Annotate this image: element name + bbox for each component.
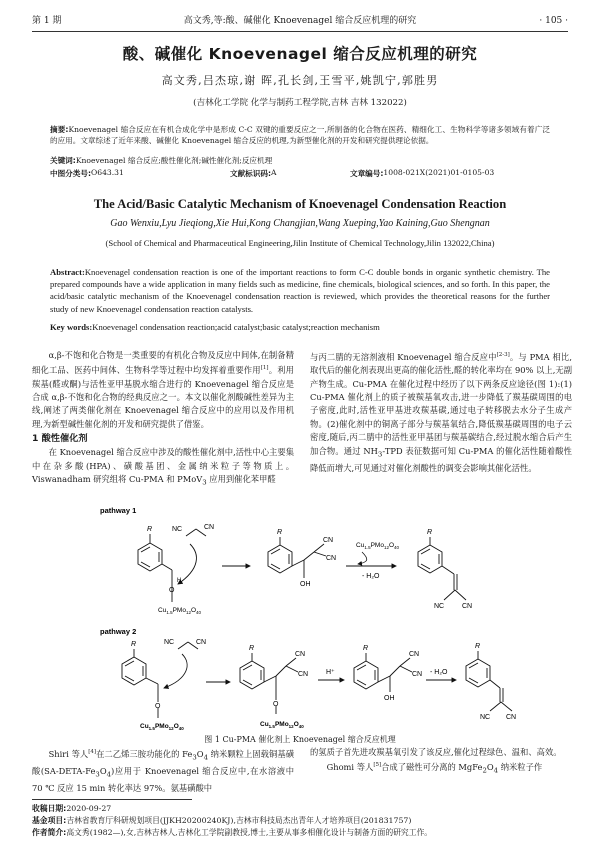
ghomi-sub-2: 4 (493, 766, 499, 775)
shiri-text-c: 纳米颗粒上固载铜基磺酸(SA-DETA-Fe (32, 748, 294, 776)
cn-group-9: CN (412, 671, 423, 678)
ghomi-mid: O (486, 762, 494, 773)
mechanism-text-b: 。与 PMA 相比,取代后的催化剂表现出更高的催化活性,醛的转化率均在 90% 以上,无副产物生成。Cu-PMA 在催化过程中经历了以下两条反应途径(图 1):(1) Cu-PMA 催化剂上的质子被羰基氧攻击,进一步降低了羰基碳周围的电子密度,此时,活性亚甲基进攻羰基碳,通过电子转移脱去水分子生成产物。(2)催化剂中的铜离子部分与羰基氧结合,降低羰基碳周围的电子云密度,随后,丙二腈中的活性亚甲基团与羰基碳结合,经过脱水缩合后产生加合物。通过 NH (310, 351, 572, 456)
oxygen-2: O (155, 703, 161, 710)
shiri-sub-4: 4 (106, 770, 112, 779)
r-group-7: R (475, 643, 481, 650)
body-right-column-lower (310, 746, 572, 778)
proton-h-1: H (177, 578, 182, 584)
fund-info (32, 815, 568, 827)
cn-group-2: CN (323, 537, 334, 544)
received-label: 收稿日期: (32, 804, 67, 813)
footnotes (32, 803, 568, 840)
cn-group-3: CN (326, 555, 337, 562)
fund-label: 基金项目: (32, 816, 67, 826)
shiri-text-b: 在二乙烯三胺功能化的 Fe (96, 748, 193, 759)
figure-caption: 图 1 Cu-PMA 催化剂上 Knoevenagel 缩合反应机理 (204, 735, 396, 744)
chinese-title: 酸、碱催化 Knoevenagel 缩合反应机理的研究 (122, 45, 478, 63)
received-value: 2020-09-27 (66, 804, 112, 813)
catalyst-label-3: $Cu_{1.5}PMo_{12}O_{40}$ (140, 723, 184, 731)
shiri-continuation: 的氢质子首先进攻羰基氧引发了该反应,催化过程绿色、温和、高效。 (310, 747, 562, 757)
classification-line (50, 168, 550, 179)
author-bio-label: 作者简介: (32, 828, 67, 838)
clc-number (50, 168, 124, 179)
chinese-keywords (50, 155, 550, 166)
catalyst-label-1: $Cu_{1.5}PMo_{12}O_{40}$ (158, 607, 202, 615)
chinese-abstract-text: Knoevenagel 缩合反应在有机合成化学中是形成 C-C 双键的重要反应之一,所制备的化合物在医药、精细化工、生物科学等诸多领域有着广泛的应用。文章综述了近年来酸、碱催化 Knoevenagel 缩合反应的机理,为新型催化剂的开发和研究提供理论依据。 (50, 125, 550, 146)
body-right-column (310, 349, 572, 475)
chinese-affiliation: (吉林化工学院 化学与制药工程学院,吉林 吉林 132022) (193, 98, 407, 108)
shiri-paragraph (32, 746, 294, 795)
received-date (32, 803, 568, 815)
oxygen-1: O (169, 587, 175, 594)
chinese-keywords-text: Knoevenagel 缩合反应;酸性催化剂;碱性催化剂;反应机理 (75, 156, 273, 165)
chinese-abstract-label: 摘要: (50, 125, 69, 134)
footnote-rule (32, 799, 192, 800)
hydroxyl-1: OH (300, 581, 311, 588)
intermediate-3 (354, 653, 412, 692)
citation-2-3: [2-3] (496, 352, 510, 358)
pathway-1-label: pathway 1 (100, 506, 137, 515)
nc-group-4: NC (480, 714, 491, 721)
r-group-4: R (131, 641, 137, 648)
product-1 (418, 537, 466, 600)
r-group-2: R (277, 529, 283, 536)
water-loss-1: - H₂O (362, 573, 380, 580)
nc-group-2: NC (434, 603, 445, 610)
shiri-text-a: Shiri 等人 (48, 748, 89, 759)
citation-4: [4] (88, 749, 97, 755)
catalyst-release-arrow (358, 552, 367, 564)
running-title: 高文秀,等:酸、碱催化 Knoevenagel 缩合反应机理的研究 (183, 16, 417, 26)
clc-label: 中图分类号: (50, 169, 92, 178)
citation-5: [5] (373, 762, 382, 769)
acid-text-a: 在 Knoevenagel 缩合反应中涉及的酸性催化剂中,活性中心主要集中在杂多酸(HPA)、磺酸基团、金属纳米粒子等物质上。Viswanadham 研究组将 Cu-PMA 和 PMoV (32, 447, 294, 485)
intro-text-a: α,β-不饱和化合物是一类重要的有机化合物及反应中间体,在制备精细化工品、医药中间体、生物科学等过程中均发挥着重要作用 (32, 350, 294, 376)
mechanism-text-sub: 3 (377, 450, 383, 459)
section-heading-acid-catalyst: 1 酸性催化剂 (32, 433, 88, 445)
cn-group-7: CN (298, 671, 309, 678)
ghomi-sub-1: 2 (482, 766, 487, 775)
proton-label: H⁺ (326, 669, 335, 676)
catalyst-label-4: $Cu_{1.5}PMo_{12}O_{40}$ (260, 721, 304, 729)
benzaldehyde-complex-1 (138, 534, 196, 602)
pathway-2-label: pathway 2 (100, 627, 137, 636)
r-group-6: R (363, 645, 369, 652)
english-title: The Acid/Basic Catalytic Mechanism of Knoevenagel Condensation Reaction (93, 197, 507, 211)
cn-group-4: CN (462, 603, 473, 610)
shiri-sub-3: 3 (95, 770, 100, 779)
shiri-mid-1: O (196, 748, 204, 759)
body-left-column-lower (32, 746, 294, 795)
cn-group-5: CN (196, 639, 207, 646)
ghomi-text-a: Ghomi 等人 (326, 762, 374, 773)
article-number (350, 168, 495, 179)
r-group-5: R (249, 645, 255, 652)
intro-paragraph (32, 349, 294, 431)
ghomi-text-c: 纳米粒子作 (498, 762, 543, 773)
reaction-mechanism-figure (100, 504, 520, 734)
english-abstract-text: Knoevenagel condensation reaction is one of the important reactions to form C-C double bonds in organic synthetic chemistry. The prepared compounds have a wide application in many fields such as medicine, fine chemicals, biological sciences, and so forth. In this paper, the acid/basic catalytic mechanism of the Knoevenagel condensation reaction is reviewed, which provides the theoretical reasons for the further study of new Knoevenagel condensation reaction catalysts. (50, 267, 550, 314)
english-keywords-label: Key words: (50, 322, 93, 332)
r-group-3: R (427, 529, 433, 536)
english-abstract-label: Abstract: (50, 267, 85, 277)
english-authors: Gao Wenxiu,Lyu Jieqiong,Xie Hui,Kong Changjian,Wang Xueping,Yao Kaining,Guo Shengnan (110, 218, 490, 229)
intermediate-2 (240, 653, 298, 714)
english-keywords-text: Knoevenagel condensation reaction;acid catalyst;basic catalyst;reaction mechanism (92, 322, 380, 332)
author-bio (32, 827, 568, 839)
cn-group-10: CN (506, 714, 517, 721)
mechanism-text-a: 与丙二腈的无溶剂液相 Knoevenagel 缩合反应中 (310, 351, 497, 362)
cn-group-6: CN (295, 651, 306, 658)
clc-value: O643.31 (91, 168, 124, 177)
intermediate-1 (268, 537, 326, 578)
shiri-text-d: )应用于 Knoevenagel 缩合反应中,在水溶液中 70 ℃ 反应 15 min 转化率达 97%。氨基磺酸中 (32, 765, 294, 793)
shiri-sub-1: 3 (192, 753, 197, 762)
intro-text-b: 。利用羰基(醛或酮)与活性亚甲基脱水缩合进行的 Knoevenagel 缩合反应是合成 α,β-不饱和化合物的经典反应之一。本文以催化剂酸碱性差异为主线,阐述了两类催化剂在 Knoevenagel 缩合反应中的应用以及作用机理,为新型碱性催化剂的开发和研究提供了借鉴。 (32, 365, 294, 429)
cn-group-1: CN (204, 524, 215, 531)
shiri-sub-2: 4 (203, 753, 208, 762)
ghomi-paragraph (310, 759, 572, 778)
english-abstract (50, 266, 550, 315)
document-code (230, 168, 277, 179)
cn-group-8: CN (409, 651, 420, 658)
issue-number: 第 1 期 (32, 16, 62, 26)
nc-group-1: NC (172, 526, 183, 533)
english-affiliation: (School of Chemical and Pharmaceutical Engineering,Jilin Institute of Chemical Technology,Jilin 132022,China) (105, 238, 495, 248)
acid-text-sub: 3 (202, 478, 207, 487)
running-header (32, 13, 568, 29)
acid-text-b: 应用到催化苯甲醛 (206, 474, 276, 485)
malononitrile-2 (178, 642, 198, 649)
citation-1: [1] (260, 365, 269, 372)
acid-catalyst-paragraph (32, 446, 294, 490)
fund-value: 吉林省教育厅科研规划项目(JJKH20200240KJ),吉林市科技局杰出青年人才培养项目(201831757) (66, 816, 412, 826)
header-rule (32, 31, 568, 32)
shiri-mid-2: O (99, 765, 107, 776)
r-group-1: R (147, 526, 153, 533)
nc-group-3: NC (164, 639, 175, 646)
catalyst-label-2: $Cu_{1.5}PMo_{12}O_{40}$ (356, 542, 400, 550)
english-keywords (50, 321, 550, 333)
article-number-label: 文章编号: (350, 169, 384, 178)
author-bio-value: 高文秀(1982—),女,吉林吉林人,吉林化工学院副教授,博士,主要从事多相催化设计与制备方面的研究工作。 (66, 828, 433, 838)
mechanism-paragraph (310, 349, 572, 475)
article-number-value: 1008-021X(2021)01-0105-03 (383, 168, 495, 177)
chinese-abstract (50, 124, 550, 147)
ghomi-text-b: 合成了磁性可分离的 MgFe (381, 762, 483, 773)
chinese-keywords-label: 关键词: (50, 156, 76, 165)
malononitrile-1 (186, 529, 206, 536)
product-2 (466, 651, 512, 711)
document-code-value: A (271, 168, 277, 177)
hydroxyl-2: OH (384, 695, 395, 702)
chinese-authors: 高文秀,吕杰琼,谢 晖,孔长剑,王雪平,姚凯宁,郭胜男 (161, 74, 439, 87)
water-loss-2: - H₂O (430, 669, 448, 676)
oxygen-3: O (273, 701, 279, 708)
page-number: · 105 · (539, 16, 568, 26)
mechanism-text-c: -TPD 表征数据可知 Cu-PMA 的催化活性随着酸性降低而增大,可见通过对催化剂酸性的调变会影响其催化活性。 (310, 445, 572, 473)
document-code-label: 文献标识码: (230, 169, 272, 178)
body-left-column (32, 349, 294, 490)
